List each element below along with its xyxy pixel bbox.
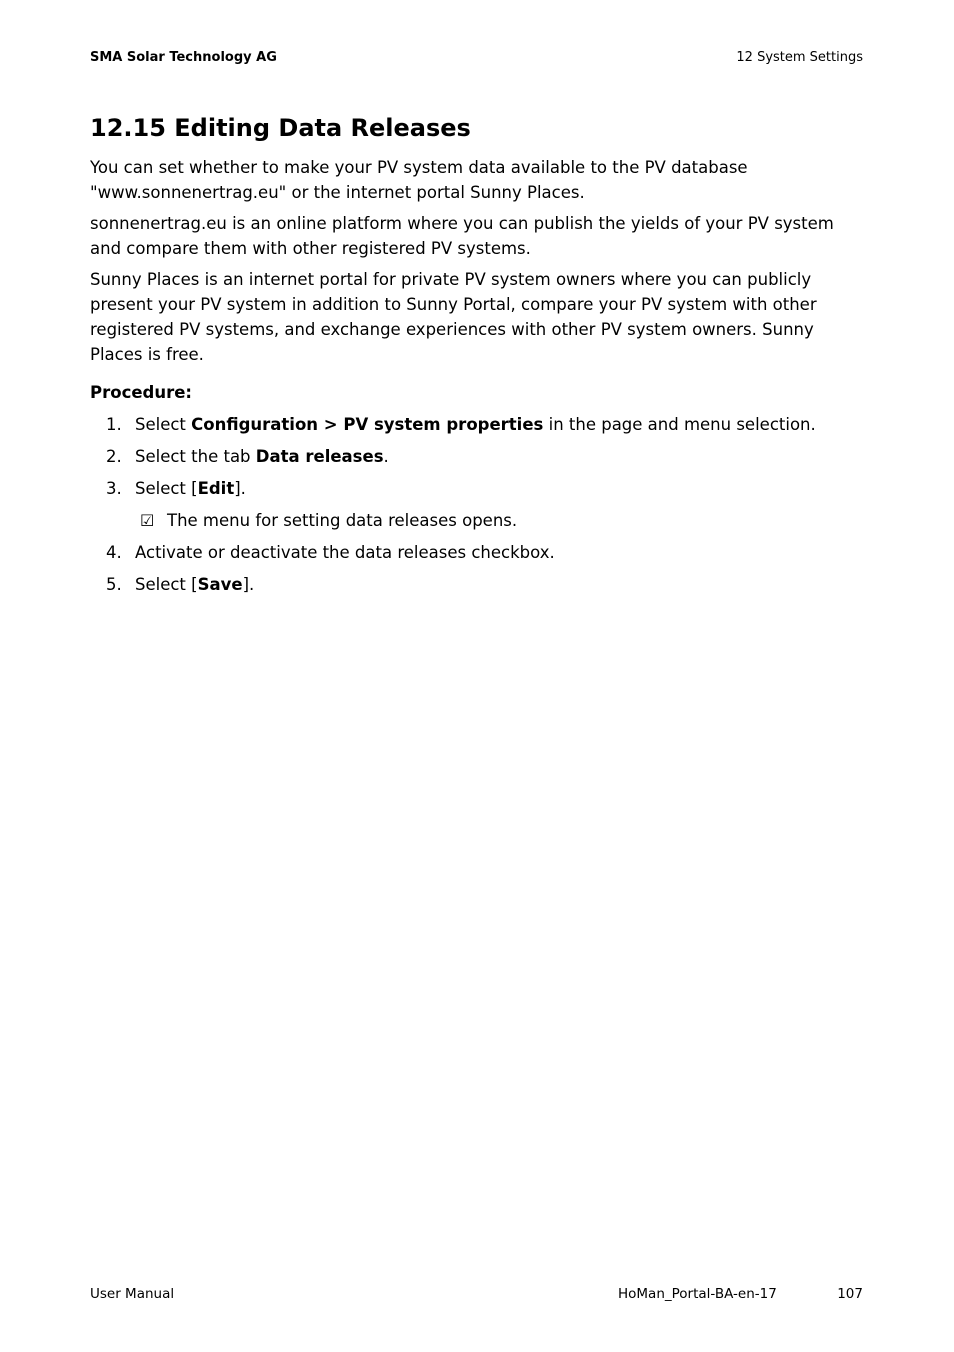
chapter-title: 12 System Settings: [736, 50, 863, 65]
step-text: Select: [135, 415, 192, 434]
procedure-step: [90, 572, 868, 597]
step-text: Select the tab: [135, 447, 256, 466]
procedure-step: [90, 444, 868, 469]
step-number: 1.: [106, 415, 122, 434]
step-text: in the page and menu selection.: [543, 415, 816, 434]
step-number: 5.: [106, 575, 122, 594]
step-number: 3.: [106, 479, 122, 498]
procedure-step: [90, 412, 868, 437]
step-text: ].: [234, 479, 246, 498]
company-name: SMA Solar Technology AG: [90, 50, 277, 65]
step-bold-text: Save: [197, 575, 243, 594]
step-text: Activate or deactivate the data releases checkbox.: [135, 543, 555, 562]
step-bold-text: Edit: [197, 479, 235, 498]
step-number: 2.: [106, 447, 122, 466]
footer-doc-id: HoMan_Portal-BA-en-17: [618, 1286, 777, 1302]
footer-manual-label: User Manual: [90, 1286, 175, 1302]
procedure-step: [90, 476, 868, 501]
sunny-places-paragraph: Sunny Places is an internet portal for private PV system owners where you can publicly present your PV system in addition to Sunny Portal, compare your PV system with other registered PV systems, and exchange experiences with other PV system owners. Sunny Places is free.: [90, 270, 817, 364]
result-text: The menu for setting data releases opens.: [167, 511, 518, 530]
sonnenertrag-paragraph: sonnenertrag.eu is an online platform where you can publish the yields of your PV system and compare them with other registered PV systems.: [90, 214, 834, 258]
checkbox-checked-icon: ☑: [140, 511, 155, 530]
step-text: Select [: [135, 575, 198, 594]
page-number: 107: [837, 1286, 863, 1302]
main-content: [90, 112, 868, 604]
intro-paragraph: You can set whether to make your PV system data available to the PV database "www.sonnenertrag.eu" or the internet portal Sunny Places.: [90, 158, 748, 202]
step-bold-text: Data releases: [255, 447, 384, 466]
procedure-step: [90, 540, 868, 565]
step-text: .: [383, 447, 389, 466]
step-number: 4.: [106, 543, 122, 562]
step-text: Select [: [135, 479, 198, 498]
procedure-title: Procedure:: [90, 383, 193, 402]
section-title: 12.15 Editing Data Releases: [90, 114, 471, 142]
step-result: [90, 508, 868, 533]
step-text: ].: [242, 575, 255, 594]
step-bold-text: Configuration > PV system properties: [191, 415, 544, 434]
